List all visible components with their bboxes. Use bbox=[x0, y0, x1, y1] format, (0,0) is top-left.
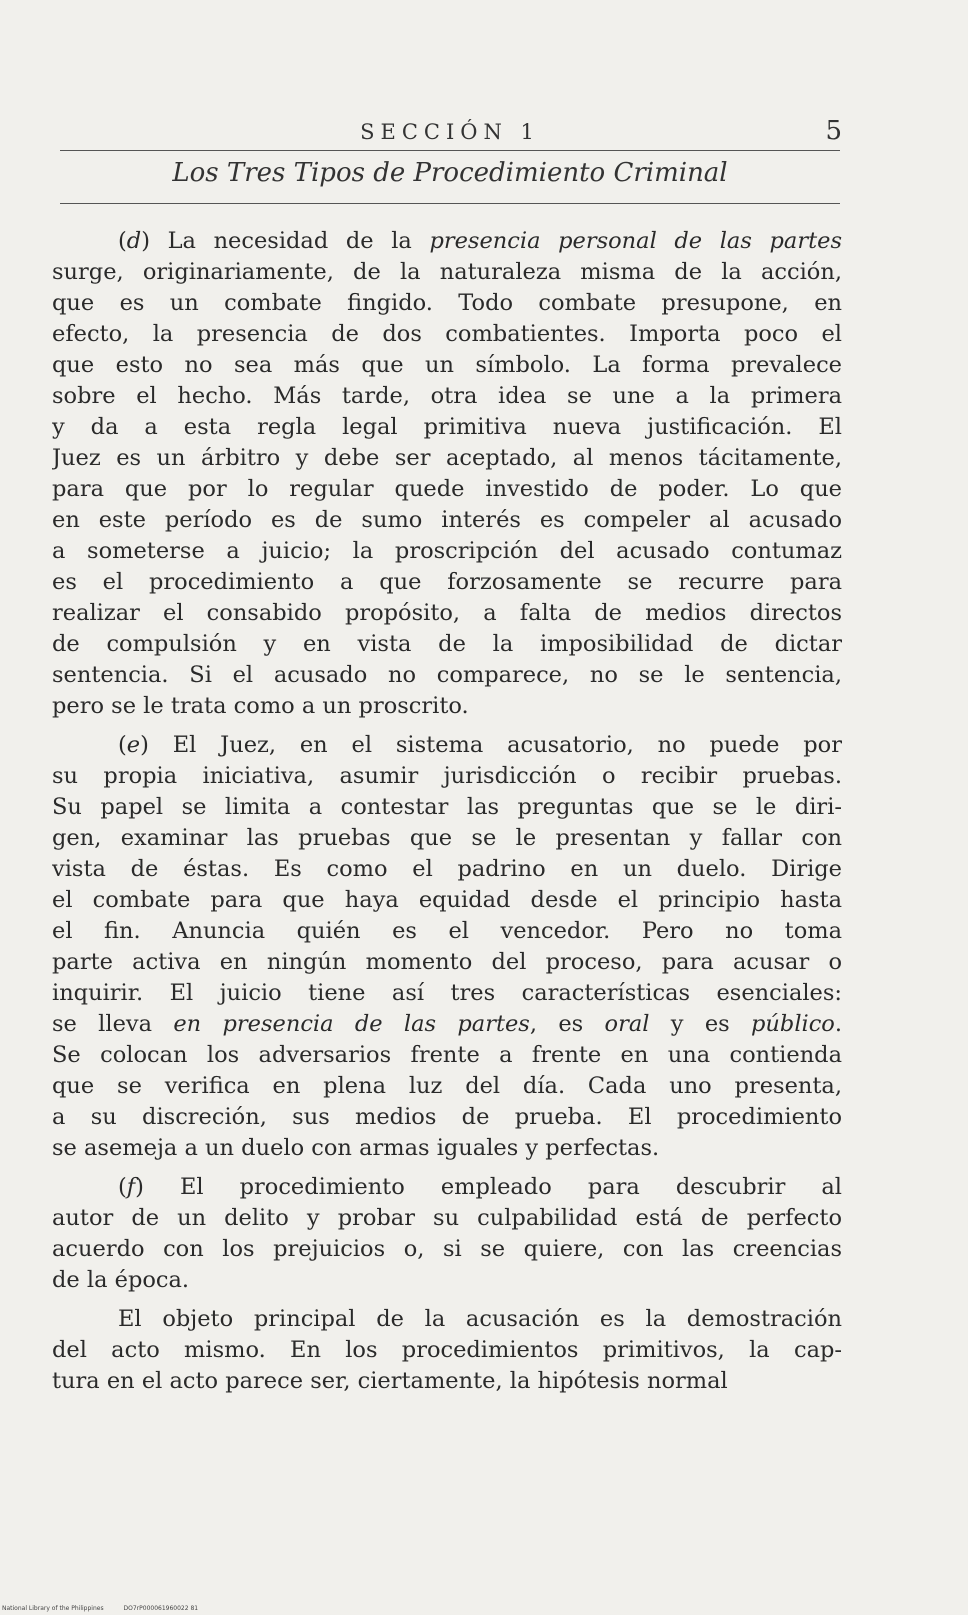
chapter-title: Los Tres Tipos de Procedimiento Criminal bbox=[172, 158, 728, 188]
section-label: SECCIÓN 1 bbox=[360, 120, 540, 144]
text-line: El objeto principal de la acusación es la demostración bbox=[118, 1306, 842, 1332]
text-line: Se colocan los adversarios frente a frente en una contienda bbox=[52, 1042, 842, 1068]
text-line: su propia iniciativa, asumir jurisdicción o recibir pruebas. bbox=[52, 763, 842, 789]
text-line: en este período es de sumo interés es compeler al acusado bbox=[52, 507, 842, 533]
text-line: gen, examinar las pruebas que se le presentan y fallar con bbox=[52, 825, 842, 851]
text-line: para que por lo regular quede investido de poder. Lo que bbox=[52, 476, 842, 502]
text-line: (e) El Juez, en el sistema acusatorio, no puede por bbox=[118, 732, 842, 758]
text-line: acuerdo con los prejuicios o, si se quiere, con las creencias bbox=[52, 1236, 842, 1262]
text-line: Juez es un árbitro y debe ser aceptado, al menos tácitamente, bbox=[52, 445, 842, 471]
page-number: 5 bbox=[825, 116, 842, 146]
scan-footer bbox=[2, 1605, 216, 1612]
running-header bbox=[60, 112, 840, 152]
text-line: del acto mismo. En los procedimientos primitivos, la cap- bbox=[52, 1337, 842, 1363]
text-line: que se verifica en plena luz del día. Cada uno presenta, bbox=[52, 1073, 842, 1099]
text-line: vista de éstas. Es como el padrino en un duelo. Dirige bbox=[52, 856, 842, 882]
text-line: de compulsión y en vista de la imposibilidad de dictar bbox=[52, 631, 842, 657]
paragraph bbox=[52, 1172, 842, 1296]
text-line: es el procedimiento a que forzosamente se recurre para bbox=[52, 569, 842, 595]
text-line: de la época. bbox=[52, 1267, 190, 1293]
text-line: se asemeja a un duelo con armas iguales y perfectas. bbox=[52, 1135, 660, 1161]
text-line: autor de un delito y probar su culpabilidad está de perfecto bbox=[52, 1205, 842, 1231]
paragraph bbox=[52, 226, 842, 722]
text-line: sobre el hecho. Más tarde, otra idea se une a la primera bbox=[52, 383, 842, 409]
text-line: parte activa en ningún momento del proceso, para acusar o bbox=[52, 949, 842, 975]
header-bottom-rule bbox=[60, 203, 840, 204]
text-line: el fin. Anuncia quién es el vencedor. Pero no toma bbox=[52, 918, 842, 944]
header-top-rule bbox=[60, 150, 840, 151]
text-line: que es un combate fingido. Todo combate presupone, en bbox=[52, 290, 842, 316]
paragraph bbox=[52, 730, 842, 1164]
text-line: (d) La necesidad de la presencia personal de las partes bbox=[118, 228, 842, 254]
text-line: inquirir. El juicio tiene así tres características esenciales: bbox=[52, 980, 842, 1006]
text-line: surge, originariamente, de la naturaleza misma de la acción, bbox=[52, 259, 842, 285]
text-line: realizar el consabido propósito, a falta de medios directos bbox=[52, 600, 842, 626]
text-line: efecto, la presencia de dos combatientes. Importa poco el bbox=[52, 321, 842, 347]
text-line: sentencia. Si el acusado no comparece, no se le sentencia, bbox=[52, 662, 842, 688]
library-credit: National Library of the Philippines bbox=[2, 1605, 104, 1612]
text-line: el combate para que haya equidad desde el principio hasta bbox=[52, 887, 842, 913]
paragraph bbox=[52, 1304, 842, 1397]
text-line: tura en el acto parece ser, ciertamente, la hipótesis normal bbox=[52, 1368, 728, 1394]
text-line: a su discreción, sus medios de prueba. El procedimiento bbox=[52, 1104, 842, 1130]
text-line: se lleva en presencia de las partes, es oral y es público. bbox=[52, 1011, 842, 1037]
text-line: pero se le trata como a un proscrito. bbox=[52, 693, 469, 719]
text-line: que esto no sea más que un símbolo. La forma prevalece bbox=[52, 352, 842, 378]
text-line: y da a esta regla legal primitiva nueva justificación. El bbox=[52, 414, 842, 440]
text-line: (f) El procedimiento empleado para descubrir al bbox=[118, 1174, 842, 1200]
text-line: Su papel se limita a contestar las preguntas que se le diri- bbox=[52, 794, 842, 820]
body-text bbox=[52, 226, 842, 1405]
text-line: a someterse a juicio; la proscripción del acusado contumaz bbox=[52, 538, 842, 564]
scan-code: DO7rP000061960022 81 bbox=[123, 1605, 199, 1612]
